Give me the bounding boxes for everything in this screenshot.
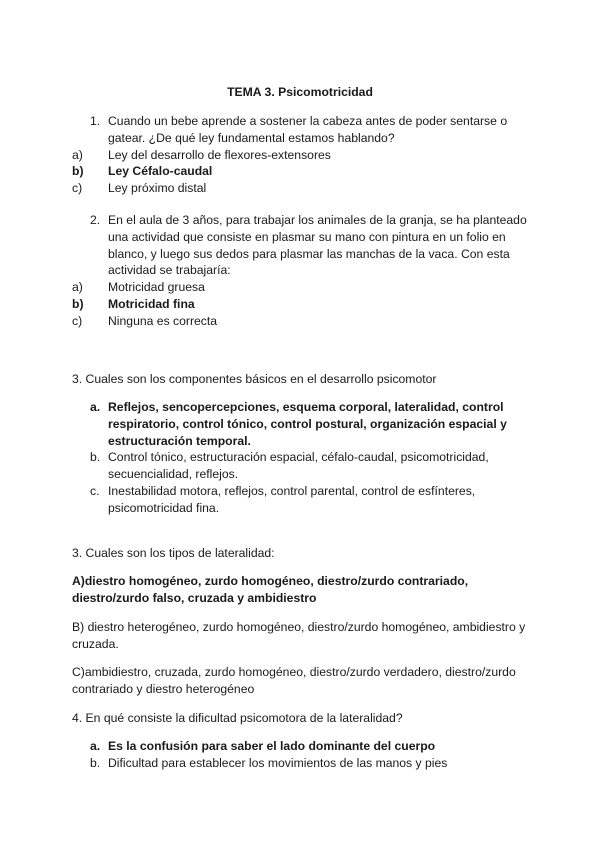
option-a: [72, 399, 534, 449]
option-label: a): [72, 280, 83, 295]
option-label: b.: [90, 755, 101, 770]
option-text: Ley próximo distal: [108, 181, 207, 196]
question-text: Cuando un bebe aprende a sostener la cabeza antes de poder sentarse o gatear. ¿De qué ley fundamental estamos hablando?: [108, 114, 508, 145]
page-title: TEMA 3. Psicomotricidad: [227, 85, 373, 99]
option-label: c): [72, 181, 83, 196]
option-text: Control tónico, estructuración espacial, céfalo-caudal, psicomotricidad, secuencialidad, reflejos.: [108, 450, 489, 482]
option-a: [72, 279, 534, 296]
option-b: [72, 449, 534, 483]
answer-b: B) diestro heterogéneo, zurdo homogéneo, diestro/zurdo homogéneo, ambidiestro y cruzada.: [72, 620, 526, 651]
option-b: [72, 755, 534, 772]
option-label: b): [72, 296, 84, 311]
option-c: [72, 180, 534, 197]
option-b: [72, 296, 534, 313]
option-label: a.: [90, 400, 101, 414]
question-number: 1.: [90, 114, 101, 128]
option-a: [72, 738, 534, 755]
option-text: Motricidad fina: [108, 296, 195, 311]
answer-c: C)ambidiestro, cruzada, zurdo homogéneo, diestro/zurdo verdadero, diestro/zurdo contrariado y diestro heterogéneo: [72, 665, 516, 696]
question-text: En el aula de 3 años, para trabajar los animales de la granja, se ha planteado una actividad que consiste en plasmar su mano con pintura en un folio en blanco, y luego sus dedos para plasmar las manchas de la vaca. Con esta actividad se trabajaría:: [108, 213, 527, 278]
option-c: [72, 483, 534, 517]
question-1: [72, 113, 534, 197]
option-text: Inestabilidad motora, reflejos, control parental, control de esfínteres, psicomotricidad fina.: [108, 483, 476, 515]
question-2: [72, 212, 534, 330]
option-label: a): [72, 147, 83, 162]
question-3-options: [72, 399, 534, 517]
question-5-text: 4. En qué consiste la dificultad psicomotora de la lateralidad?: [72, 711, 403, 725]
option-text: Dificultad para establecer los movimientos de las manos y pies: [108, 755, 448, 770]
question-5-options: [72, 738, 534, 772]
option-text: Motricidad gruesa: [108, 280, 205, 295]
option-text: Es la confusión para saber el lado dominante del cuerpo: [108, 739, 436, 753]
option-text: Ninguna es correcta: [108, 313, 218, 328]
option-label: a.: [90, 739, 101, 753]
option-text: Ley Céfalo-caudal: [108, 164, 213, 179]
option-label: c): [72, 313, 83, 328]
option-label: c.: [90, 483, 100, 498]
option-text: Reflejos, sencopercepciones, esquema corporal, lateralidad, control respiratorio, control tónico, control postural, organización espacial y estructuración temporal.: [108, 400, 507, 448]
question-3-text: 3. Cuales son los componentes básicos en el desarrollo psicomotor: [72, 372, 437, 386]
question-2-stem: [72, 212, 534, 279]
answer-a: A)diestro homogéneo, zurdo homogéneo, diestro/zurdo contrariado, diestro/zurdo falso, cruzada y ambidiestro: [72, 574, 469, 605]
option-text: Ley del desarrollo de flexores-extensores: [108, 147, 331, 162]
option-b: [72, 163, 534, 180]
option-label: b): [72, 164, 84, 179]
question-number: 2.: [90, 213, 101, 227]
question-1-stem: [72, 113, 534, 147]
option-c: [72, 313, 534, 330]
question-4-text: 3. Cuales son los tipos de lateralidad:: [72, 546, 275, 560]
option-label: b.: [90, 450, 101, 465]
option-a: [72, 147, 534, 164]
